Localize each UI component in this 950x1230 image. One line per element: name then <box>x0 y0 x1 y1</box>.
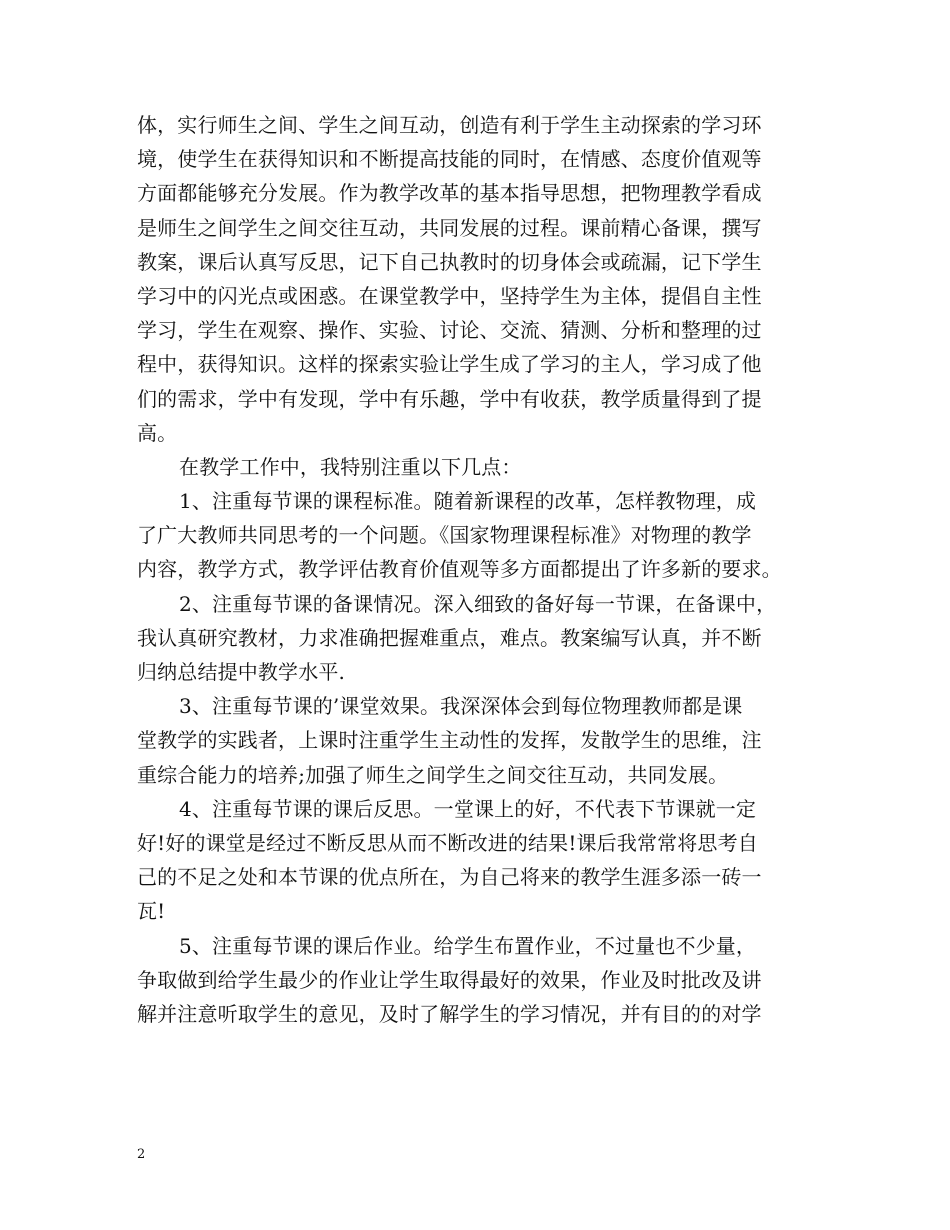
text-line: 争取做到给学生最少的作业让学生取得最好的效果，作业及时批改及讲 <box>137 967 762 992</box>
text-line: 境，使学生在获得知识和不断提高技能的同时，在情感、态度价值观等 <box>137 147 762 172</box>
text-line: 我认真研究教材，力求准确把握难重点，难点。教案编写认真，并不断 <box>137 625 762 650</box>
page-number: 2 <box>137 1147 146 1162</box>
text-line: 堂教学的实践者，上课时注重学生主动性的发挥，发散学生的思维，注 <box>137 728 762 753</box>
document-body <box>137 108 827 1031</box>
text-line: 己的不足之处和本节课的优点所在，为自己将来的教学生涯多添一砖一 <box>137 865 762 890</box>
text-line: 高。 <box>137 420 178 445</box>
text-line: 5、注重每节课的课后作业。给学生布置作业，不过量也不少量， <box>179 933 757 958</box>
text-line: 瓦! <box>137 899 166 924</box>
text-line: 3、注重每节课的’课堂效果。我深深体会到每位物理教师都是课 <box>179 694 743 719</box>
text-line: 重综合能力的培养;加强了师生之间学生之间交往互动，共同发展。 <box>137 762 729 787</box>
text-line: 了广大教师共同思考的一个问题。《国家物理课程标准》对物理的教学 <box>137 523 752 548</box>
text-line: 2、注重每节课的备课情况。深入细致的备好每一节课，在备课中， <box>179 591 777 616</box>
text-line: 是师生之间学生之间交往互动，共同发展的过程。课前精心备课，撰写 <box>137 215 762 240</box>
text-line: 教案，课后认真写反思，记下自己执教时的切身体会或疏漏，记下学生 <box>137 249 762 274</box>
text-line: 学习，学生在观察、操作、实验、讨论、交流、猜测、分析和整理的过 <box>137 318 762 343</box>
text-line: 归纳总结提中教学水平. <box>137 660 346 684</box>
text-line: 们的需求，学中有发现，学中有乐趣，学中有收获，教学质量得到了提 <box>137 386 762 411</box>
text-line: 体，实行师生之间、学生之间互动，创造有利于学生主动探索的学习环 <box>137 113 762 137</box>
text-line: 1、注重每节课的课程标准。随着新课程的改革，怎样教物理，成 <box>179 489 757 514</box>
text-line: 内容，教学方式，教学评估教育价值观等多方面都提出了许多新的要求。 <box>137 557 782 582</box>
text-line: 学习中的闪光点或困惑。在课堂教学中，坚持学生为主体，提倡自主性 <box>137 283 762 308</box>
text-line: 在教学工作中，我特别注重以下几点： <box>179 454 522 479</box>
text-line: 方面都能够充分发展。作为教学改革的基本指导思想，把物理教学看成 <box>137 181 762 206</box>
text-line: 程中，获得知识。这样的探索实验让学生成了学习的主人，学习成了他 <box>137 352 762 377</box>
text-line: 4、注重每节课的课后反思。一堂课上的好，不代表下节课就一定 <box>179 796 757 821</box>
text-line: 好!好的课堂是经过不断反思从而不断改进的结果!课后我常常将思考自 <box>137 830 758 855</box>
text-line: 解并注意听取学生的意见，及时了解学生的学习情况，并有目的的对学 <box>137 1001 762 1026</box>
